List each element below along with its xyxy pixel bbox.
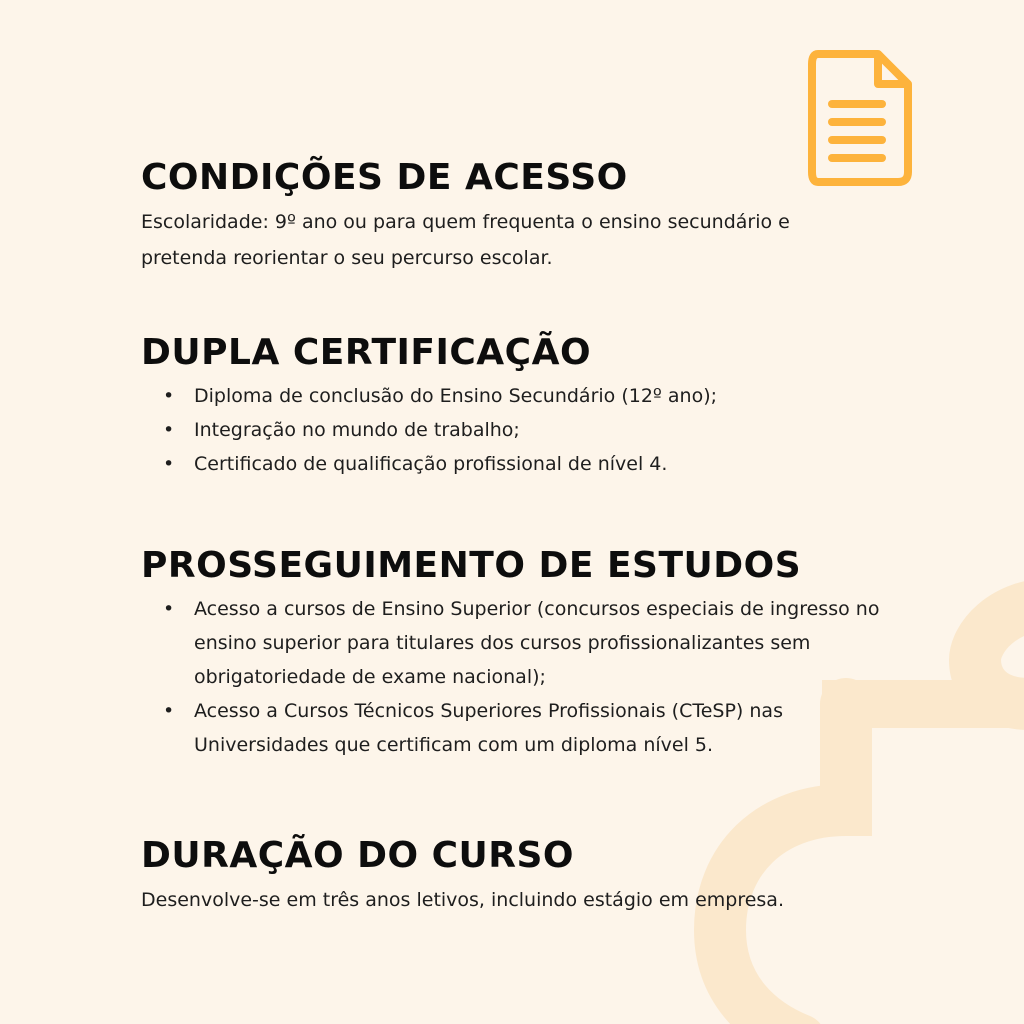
list-item	[141, 447, 941, 481]
bullet-icon: •	[163, 419, 175, 441]
section-prosseguimento-estudos	[141, 546, 941, 762]
bullet-icon: •	[163, 453, 175, 475]
list-item-text: Diploma de conclusão do Ensino Secundário (12º ano);	[194, 385, 718, 407]
list-item	[141, 592, 921, 694]
section-dupla-certificacao	[141, 333, 941, 481]
bullet-icon: •	[163, 598, 175, 620]
bullet-icon: •	[163, 700, 175, 722]
section-text: Escolaridade: 9º ano ou para quem frequenta o ensino secundário e pretenda reorientar o seu percurso escolar.	[141, 211, 790, 269]
list-item-text: Acesso a cursos de Ensino Superior (concursos especiais de ingresso no ensino superior para titulares dos cursos profissionalizantes sem obrigatoriedade de exame nacional);	[194, 598, 880, 688]
bullet-list	[141, 379, 941, 481]
list-item	[141, 694, 921, 762]
list-item-text: Certificado de qualificação profissional de nível 4.	[194, 453, 668, 475]
list-item-text: Integração no mundo de trabalho;	[194, 419, 520, 441]
bullet-icon: •	[163, 385, 175, 407]
bullet-list	[141, 592, 921, 762]
list-item	[141, 379, 941, 413]
section-text: Desenvolve-se em três anos letivos, incluindo estágio em empresa.	[141, 889, 784, 911]
section-title: PROSSEGUIMENTO DE ESTUDOS	[141, 545, 802, 586]
list-item	[141, 413, 941, 447]
section-title: DUPLA CERTIFICAÇÃO	[141, 332, 592, 373]
section-duracao-curso	[141, 836, 941, 918]
section-title: DURAÇÃO DO CURSO	[141, 835, 575, 876]
section-title: CONDIÇÕES DE ACESSO	[141, 157, 628, 198]
list-item-text: Acesso a Cursos Técnicos Superiores Profissionais (CTeSP) nas Universidades que certificam com um diploma nível 5.	[194, 700, 783, 756]
section-condicoes-acesso	[141, 158, 941, 276]
